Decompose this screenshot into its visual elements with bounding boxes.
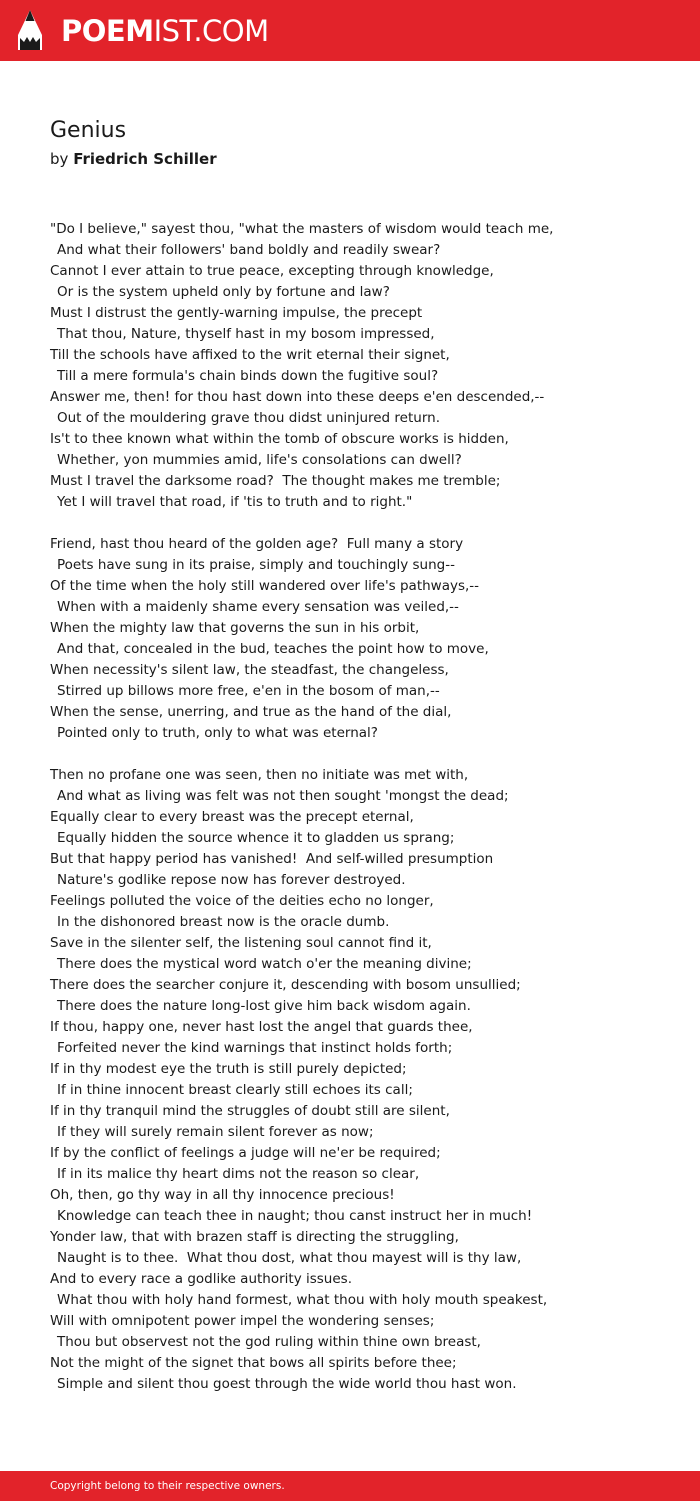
site-header <box>0 0 700 61</box>
poem-line: If thou, happy one, never hast lost the angel that guards thee, <box>50 1019 473 1035</box>
poem-line: And that, concealed in the bud, teaches the point how to move, <box>57 641 489 657</box>
poem-stanza <box>50 534 670 744</box>
poem-line: And what their followers' band boldly and readily swear? <box>57 242 441 258</box>
poem-line: Knowledge can teach thee in naught; thou canst instruct her in much! <box>57 1208 533 1224</box>
poem-line: Save in the silenter self, the listening soul cannot find it, <box>50 935 432 951</box>
poem-line: If in thine innocent breast clearly still echoes its call; <box>57 1082 413 1098</box>
poem-line: Of the time when the holy still wandered over life's pathways,-- <box>50 578 480 594</box>
poem-line: Is't to thee known what within the tomb of obscure works is hidden, <box>50 431 509 447</box>
poem-line: Friend, hast thou heard of the golden age? Full many a story <box>50 536 464 552</box>
poem-line: Will with omnipotent power impel the wondering senses; <box>50 1313 435 1329</box>
poem-line: What thou with holy hand formest, what thou with holy mouth speakest, <box>57 1292 548 1308</box>
poem-stanza <box>50 219 670 513</box>
poem-line: And what as living was felt was not then sought 'mongst the dead; <box>57 788 509 804</box>
poem-line: Poets have sung in its praise, simply and touchingly sung-- <box>57 557 455 573</box>
author-name: Friedrich Schiller <box>73 150 217 168</box>
poem-line: Nature's godlike repose now has forever destroyed. <box>57 872 406 888</box>
pencil-tip-icon[interactable] <box>17 9 43 51</box>
poem-line: There does the searcher conjure it, descending with bosom unsullied; <box>50 977 521 993</box>
poem-line: Till a mere formula's chain binds down the fugitive soul? <box>57 368 439 384</box>
poem-line: Pointed only to truth, only to what was eternal? <box>57 725 378 741</box>
poem-line: Till the schools have affixed to the writ eternal their signet, <box>50 347 450 363</box>
poem-line: Or is the system upheld only by fortune and law? <box>57 284 390 300</box>
poem-line: If by the conflict of feelings a judge will ne'er be required; <box>50 1145 441 1161</box>
poem-line: Cannot I ever attain to true peace, excepting through knowledge, <box>50 263 494 279</box>
poem-line: Equally hidden the source whence it to gladden us sprang; <box>57 830 455 846</box>
byline <box>50 148 217 170</box>
poem-line: Thou but observest not the god ruling within thine own breast, <box>57 1334 481 1350</box>
poem-line: "Do I believe," sayest thou, "what the masters of wisdom would teach me, <box>50 221 554 237</box>
poem-line: Must I distrust the gently-warning impulse, the precept <box>50 305 423 321</box>
copyright-text: Copyright belong to their respective owners. <box>50 1480 285 1492</box>
poem-line: Simple and silent thou goest through the wide world thou hast won. <box>57 1376 517 1392</box>
poem-line: Answer me, then! for thou hast down into these deeps e'en descended,-- <box>50 389 545 405</box>
poem-line: When the mighty law that governs the sun in his orbit, <box>50 620 420 636</box>
poem-line: Not the might of the signet that bows all spirits before thee; <box>50 1355 457 1371</box>
brand-bold: POEM <box>61 14 154 48</box>
poem-line: In the dishonored breast now is the oracle dumb. <box>57 914 390 930</box>
poem-line: If in its malice thy heart dims not the reason so clear, <box>57 1166 420 1182</box>
poem-line: Stirred up billows more free, e'en in the bosom of man,-- <box>57 683 440 699</box>
poem-line: If in thy modest eye the truth is still purely depicted; <box>50 1061 407 1077</box>
poem-body <box>50 219 670 1416</box>
poem-line: Must I travel the darksome road? The thought makes me tremble; <box>50 473 501 489</box>
poem-line: Feelings polluted the voice of the deities echo no longer, <box>50 893 434 909</box>
poem-line: If they will surely remain silent forever as now; <box>57 1124 374 1140</box>
poem-line: That thou, Nature, thyself hast in my bosom impressed, <box>57 326 435 342</box>
poem-line: There does the mystical word watch o'er the meaning divine; <box>57 956 472 972</box>
poem-line: Yonder law, that with brazen staff is directing the struggling, <box>50 1229 459 1245</box>
poem-line: Oh, then, go thy way in all thy innocence precious! <box>50 1187 395 1203</box>
poem-line: If in thy tranquil mind the struggles of doubt still are silent, <box>50 1103 450 1119</box>
brand-light: IST.COM <box>153 14 269 48</box>
by-label: by <box>50 150 69 168</box>
poem-line: Then no profane one was seen, then no initiate was met with, <box>50 767 469 783</box>
poem-line: But that happy period has vanished! And self-willed presumption <box>50 851 494 867</box>
poem-stanza <box>50 765 670 1395</box>
poem-line: When necessity's silent law, the steadfast, the changeless, <box>50 662 449 678</box>
poem-line: Whether, yon mummies amid, life's consolations can dwell? <box>57 452 462 468</box>
poem-line: Forfeited never the kind warnings that instinct holds forth; <box>57 1040 453 1056</box>
poem-title: Genius <box>50 118 127 143</box>
poem-line: Equally clear to every breast was the precept eternal, <box>50 809 414 825</box>
poem-line: There does the nature long-lost give him back wisdom again. <box>57 998 471 1014</box>
site-footer <box>0 1471 700 1501</box>
poem-line: Yet I will travel that road, if 'tis to truth and to right." <box>57 494 413 510</box>
poem-line: And to every race a godlike authority issues. <box>50 1271 352 1287</box>
site-logo-text[interactable] <box>61 13 269 49</box>
poem-line: When with a maidenly shame every sensation was veiled,-- <box>57 599 459 615</box>
poem-line: When the sense, unerring, and true as the hand of the dial, <box>50 704 452 720</box>
poem-line: Out of the mouldering grave thou didst uninjured return. <box>57 410 440 426</box>
poem-line: Naught is to thee. What thou dost, what thou mayest will is thy law, <box>57 1250 522 1266</box>
